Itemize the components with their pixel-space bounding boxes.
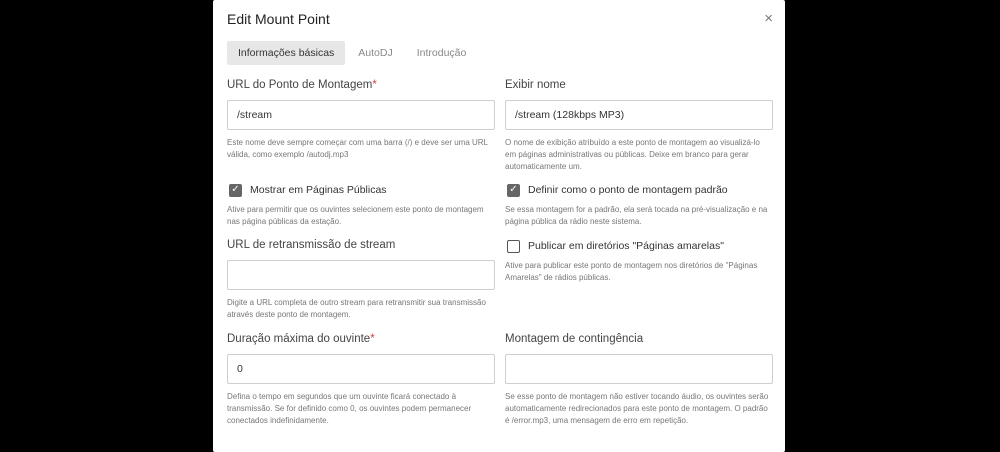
relay-url-field (227, 239, 495, 321)
display-name-input[interactable]: /stream (128kbps MP3) (505, 100, 773, 130)
display-name-label: Exibir nome (505, 79, 566, 91)
max-listener-input[interactable]: 0 (227, 354, 495, 384)
url-field (227, 79, 495, 161)
max-listener-field (227, 333, 495, 427)
show-public-checkbox[interactable]: ✓ (229, 184, 242, 197)
show-public-label: Mostrar em Páginas Públicas (250, 184, 387, 196)
default-mount-checkbox[interactable]: ✓ (507, 184, 520, 197)
yellow-pages-checkbox[interactable] (507, 240, 520, 253)
url-help: Este nome deve sempre começar com uma barra (/) e deve ser uma URL válida, como exemplo /autodj.mp3 (227, 138, 488, 159)
tab-introducao[interactable]: Introdução (416, 47, 467, 59)
show-public-row[interactable] (227, 182, 495, 198)
default-mount-help: Se essa montagem for a padrão, ela será tocada na pré-visualização e na página pública da rádio neste sistema. (505, 205, 768, 226)
yellow-pages-row[interactable] (505, 238, 773, 254)
tab-autodj[interactable]: AutoDJ (358, 47, 393, 59)
default-mount-label: Definir como o ponto de montagem padrão (528, 184, 728, 196)
relay-url-label: URL de retransmissão de stream (227, 239, 396, 251)
url-input[interactable]: /stream (227, 100, 495, 130)
relay-url-help: Digite a URL completa de outro stream para retransmitir sua transmissão através deste ponto de montagem. (227, 298, 486, 319)
edit-mount-point-dialog (213, 0, 785, 452)
dialog-title: Edit Mount Point (227, 11, 330, 27)
show-public-help: Ative para permitir que os ouvintes selecionem este ponto de montagem nas página públicas da estação. (227, 205, 484, 226)
max-listener-label: Duração máxima do ouvinte* (227, 333, 375, 345)
max-listener-help: Defina o tempo em segundos que um ouvinte ficará conectado à transmissão. Se for definido como 0, os ouvintes podem permanecer conectados indefinidamente. (227, 392, 472, 425)
yellow-pages-help: Ative para publicar este ponto de montagem nos diretórios de "Páginas Amarelas" de rádios públicas. (505, 261, 758, 282)
relay-url-input[interactable] (227, 260, 495, 290)
display-name-help: O nome de exibição atribuído a este ponto de montagem ao visualizá-lo em páginas administrativas ou públicas. Deixe em branco para gerar automaticamente um. (505, 138, 760, 171)
close-icon[interactable]: × (764, 10, 773, 27)
show-public-field (227, 182, 495, 228)
fallback-input[interactable] (505, 354, 773, 384)
tab-informacoes-basicas[interactable]: Informações básicas (227, 41, 345, 65)
tab-bar (227, 41, 479, 65)
fallback-field (505, 333, 773, 427)
yellow-pages-field (505, 238, 773, 284)
fallback-help: Se esse ponto de montagem não estiver tocando áudio, os ouvintes serão automaticamente redirecionados para este ponto de montagem. O padrão é /error.mp3, uma mensagem de erro em repetição. (505, 392, 769, 425)
yellow-pages-label: Publicar em diretórios "Páginas amarelas" (528, 240, 724, 252)
url-label: URL do Ponto de Montagem* (227, 79, 377, 91)
default-mount-field (505, 182, 773, 228)
default-mount-row[interactable] (505, 182, 773, 198)
fallback-label: Montagem de contingência (505, 333, 644, 345)
display-name-field (505, 79, 773, 173)
